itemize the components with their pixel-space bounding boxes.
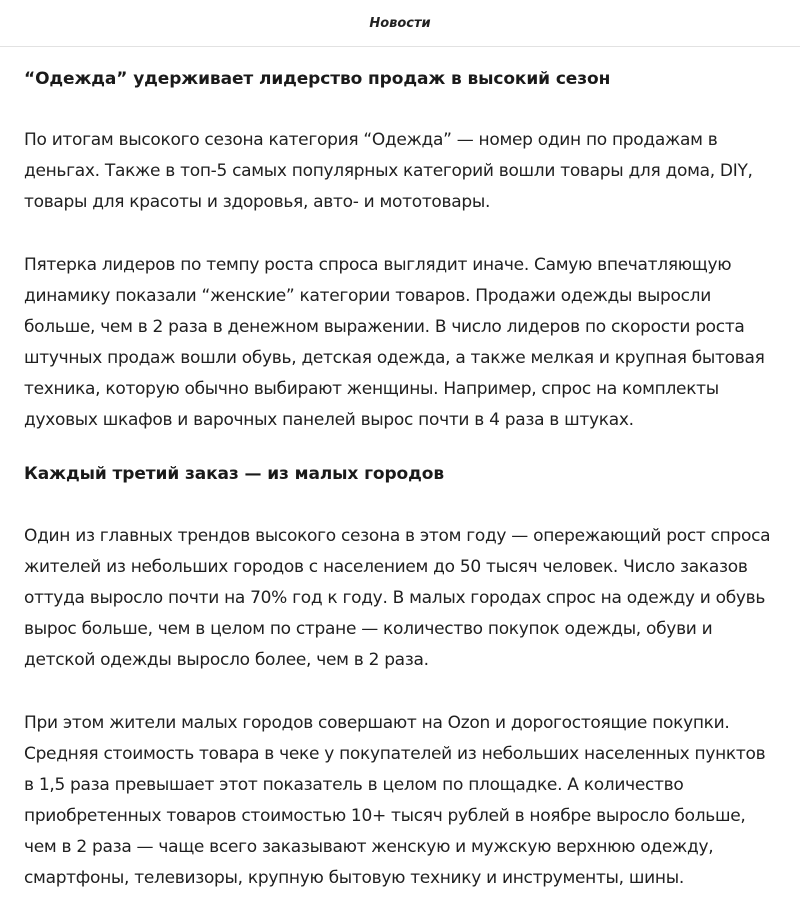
top-bar — [0, 0, 800, 47]
paragraph-small-cities-trend: Один из главных трендов высокого сезона в этом году — опережающий рост спроса жителей из небольших городов с населением до 50 тысяч человек. Число заказов оттуда выросло почти на 70% год к году. В малых городах спрос на одежду и обувь вырос больше, чем в целом по стране — количество покупок одежды, обуви и детской одежды выросло более, чем в 2 раза. — [24, 526, 771, 670]
paragraph-expensive-purchases: При этом жители малых городов совершают на Ozon и дорогостоящие покупки. Средняя стоимость товара в чеке у покупателей из небольших населенных пунктов в 1,5 раза превышает этот показатель в целом по площадке. А количество приобретенных товаров стоимостью 10+ тысяч рублей в ноябре выросло больше, чем в 2 раза — чаще всего заказывают женскую и мужскую верхнюю одежду, смартфоны, телевизоры, крупную бытовую технику и инструменты, шины. — [24, 713, 766, 888]
section-heading-small-cities: Каждый третий заказ — из малых городов — [24, 464, 444, 484]
article-body — [0, 66, 800, 894]
paragraph-growth-leaders: Пятерка лидеров по темпу роста спроса выглядит иначе. Самую впечатляющую динамику показали “женские” категории товаров. Продажи одежды выросли больше, чем в 2 раза в денежном выражении. В число лидеров по скорости роста штучных продаж вошли обувь, детская одежда, а также мелкая и крупная бытовая техника, которую обычно выбирают женщины. Например, спрос на комплекты духовых шкафов и варочных панелей вырос почти в 4 раза в штуках. — [24, 255, 765, 430]
section-heading-clothing: “Одежда” удерживает лидерство продаж в высокий сезон — [24, 69, 611, 89]
paragraph-clothing-leader: По итогам высокого сезона категория “Одежда” — номер один по продажам в деньгах. Также в топ-5 самых популярных категорий вошли товары для дома, DIY, товары для красоты и здоровья, авто- и мототовары. — [24, 130, 753, 212]
page-title: Новости — [369, 15, 431, 31]
